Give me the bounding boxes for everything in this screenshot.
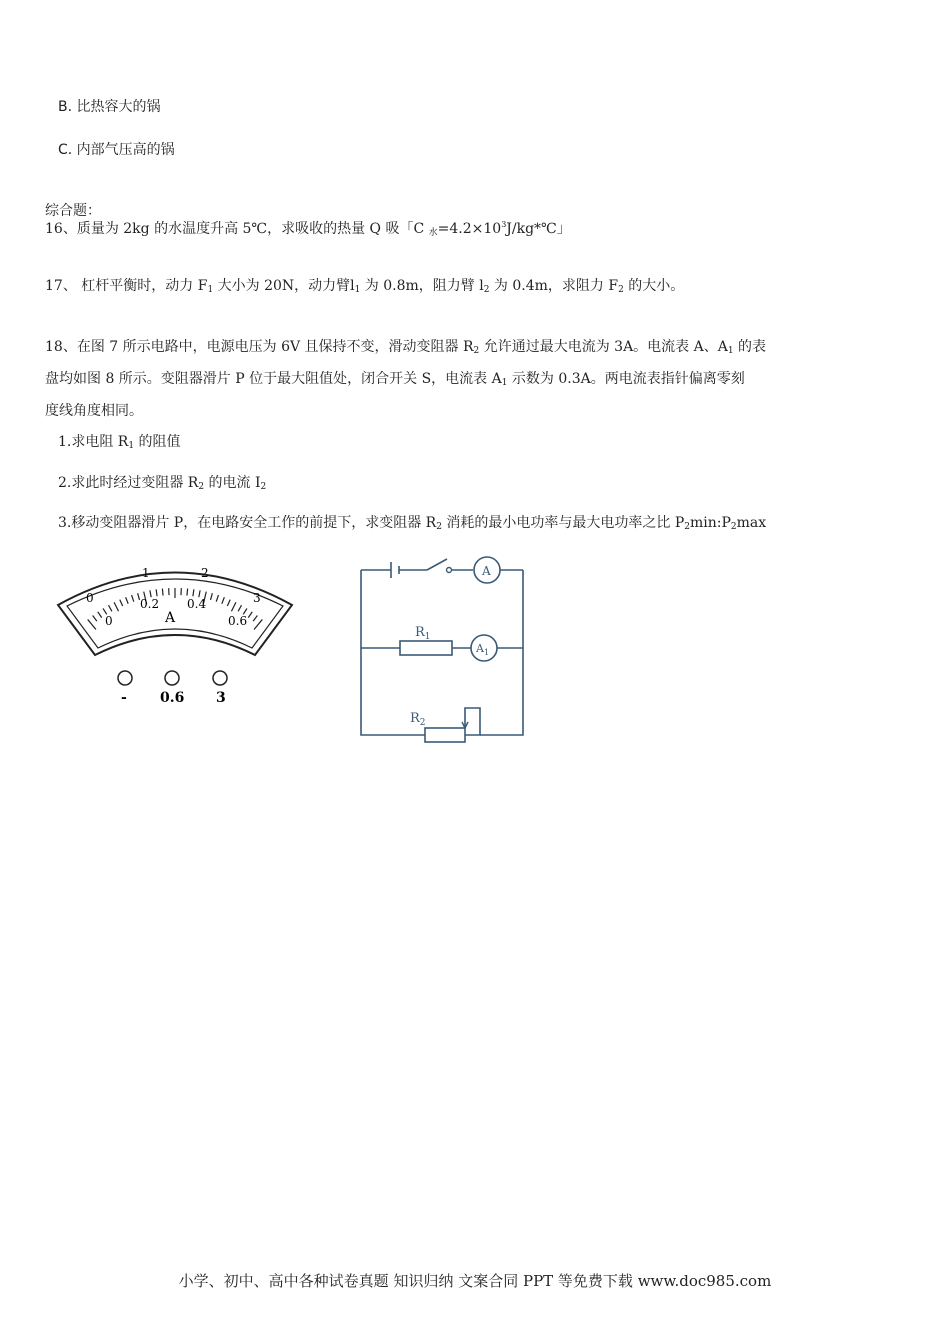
dial-tick — [210, 593, 212, 600]
section-title: 综合题： — [45, 203, 101, 219]
q18-sub: 2 — [473, 346, 480, 356]
dial-tick — [126, 597, 129, 604]
q18-part: 允许通过最大电流为 3A。电流表 A、A — [479, 339, 728, 355]
ammeter-main-label: A — [482, 564, 491, 578]
q18-sub3-part: max — [736, 515, 767, 531]
dial-tick — [108, 605, 111, 611]
q18-sub2-part: 2.求此时经过变阻器 R — [58, 475, 199, 491]
dial-tick — [132, 595, 134, 602]
terminal-3 — [213, 671, 227, 685]
r1-sub: 1 — [424, 632, 431, 642]
q18-sub3-part: 消耗的最小电功率与最大电功率之比 P — [441, 515, 685, 531]
question-18-line3: 度线角度相同。 — [45, 403, 143, 419]
terminal-0-6 — [165, 671, 179, 685]
question-16 — [45, 219, 571, 241]
dial-tick — [248, 612, 252, 618]
q18-sub: 1 — [501, 378, 508, 388]
dial-tick — [98, 612, 102, 618]
dial-tick — [88, 619, 96, 629]
q18-sub3-part: 3.移动变阻器滑片 P，在电路安全工作的前提下，求变阻器 R — [58, 515, 437, 531]
q18-sub2-sub: 2 — [198, 482, 205, 492]
r2-label — [410, 711, 426, 728]
inner-label-0: 0 — [105, 614, 113, 628]
q17-part: 大小为 20N，动力臂l — [213, 278, 355, 294]
option-b: B. 比热容大的锅 — [58, 99, 161, 115]
q17-sub: 1 — [207, 285, 214, 295]
q18-subquestion-1 — [58, 432, 181, 454]
outer-label-2: 2 — [201, 566, 209, 580]
q17-part: 17、 杠杆平衡时，动力 F — [45, 278, 208, 294]
a1-letter: A — [476, 642, 484, 655]
terminal-label-3: 3 — [216, 690, 226, 706]
dial-tick — [238, 605, 241, 611]
q18-sub: 1 — [727, 346, 734, 356]
question-18-line1 — [45, 337, 766, 359]
terminal-label-negative: - — [121, 690, 127, 706]
dial-tick — [222, 597, 225, 604]
dial-tick — [114, 602, 118, 611]
inner-label-04: 0.4 — [187, 597, 207, 611]
terminal-label-0-6: 0.6 — [160, 690, 185, 706]
r1-label — [415, 625, 431, 642]
rheostat-r2-icon — [425, 728, 465, 742]
q17-part: 为 0.8m，阻力臂 l — [360, 278, 484, 294]
unit-label: A — [165, 610, 176, 626]
page-footer: 小学、初中、高中各种试卷真题 知识归纳 文案合同 PPT 等免费下载 www.doc985.com — [178, 1272, 772, 1290]
q16-sup: 3 — [501, 220, 507, 229]
q18-sub3-sub: 2 — [436, 522, 442, 532]
q18-sub1-sub: 1 — [128, 441, 135, 451]
dial-tick — [93, 616, 97, 622]
terminal-negative — [118, 671, 132, 685]
q17-part: 为 0.4m，求阻力 F — [489, 278, 619, 294]
dial-tick — [227, 600, 230, 606]
switch-pivot — [447, 568, 452, 573]
dial-tick — [162, 589, 163, 596]
q18-subquestion-3 — [58, 513, 766, 535]
q16-text3: J/kg*℃」 — [506, 221, 571, 237]
q16-text2: =4.2×10 — [437, 221, 502, 237]
ammeter-a1-label — [475, 642, 489, 657]
q16-sub-water: 水 — [428, 228, 438, 238]
dial-tick — [193, 589, 194, 596]
outer-label-3: 3 — [253, 591, 261, 605]
q18-sub2-part: 的电流 I — [204, 475, 261, 491]
circuit-diagram-figure — [355, 550, 530, 745]
q18-sub2-sub: 2 — [260, 482, 267, 492]
dial-tick — [156, 589, 157, 596]
q17-sub: 2 — [483, 285, 490, 295]
q16-text: 16、质量为 2kg 的水温度升高 5℃，求吸收的热量 Q 吸「C — [45, 221, 429, 237]
dial-tick — [253, 616, 257, 622]
q17-sub: 1 — [354, 285, 361, 295]
resistor-r1-icon — [400, 641, 452, 655]
q18-subquestion-2 — [58, 473, 266, 495]
q17-sub: 2 — [618, 285, 624, 295]
option-c: C. 内部气压高的锅 — [58, 142, 175, 158]
a1-sub: 1 — [483, 648, 490, 657]
ammeter-dial-figure — [50, 550, 300, 710]
q18-part: 示数为 0.3A。两电流表指针偏离零刻 — [507, 371, 745, 387]
q18-sub1-part: 的阻值 — [134, 434, 181, 450]
r2-letter: R — [410, 711, 420, 726]
dial-tick — [187, 589, 188, 596]
q18-sub1-part: 1.求电阻 R — [58, 434, 129, 450]
dial-tick — [231, 602, 235, 611]
q17-part: 的大小。 — [623, 278, 685, 294]
rheostat-slider — [465, 708, 480, 735]
inner-label-06: 0.6 — [228, 614, 248, 628]
battery-icon — [361, 562, 427, 578]
q18-part: 18、在图 7 所示电路中，电源电压为 6V 且保持不变，滑动变阻器 R — [45, 339, 474, 355]
q18-part: 的表 — [733, 339, 767, 355]
dial-tick — [120, 600, 123, 606]
r2-sub: 2 — [419, 718, 426, 728]
q18-part: 盘均如图 8 所示。变阻器滑片 P 位于最大阻值处，闭合开关 S，电流表 A — [45, 371, 502, 387]
outer-label-1: 1 — [142, 566, 150, 580]
outer-label-0: 0 — [86, 591, 94, 605]
question-17 — [45, 276, 684, 298]
inner-label-02: 0.2 — [140, 597, 160, 611]
q18-sub3-sub: 2 — [730, 522, 737, 532]
dial-tick — [216, 595, 218, 602]
q18-sub3-sub: 2 — [684, 522, 691, 532]
q18-sub3-part: min:P — [690, 515, 731, 531]
r1-letter: R — [415, 625, 425, 640]
question-18-line2 — [45, 369, 745, 391]
dial-tick — [254, 619, 262, 629]
